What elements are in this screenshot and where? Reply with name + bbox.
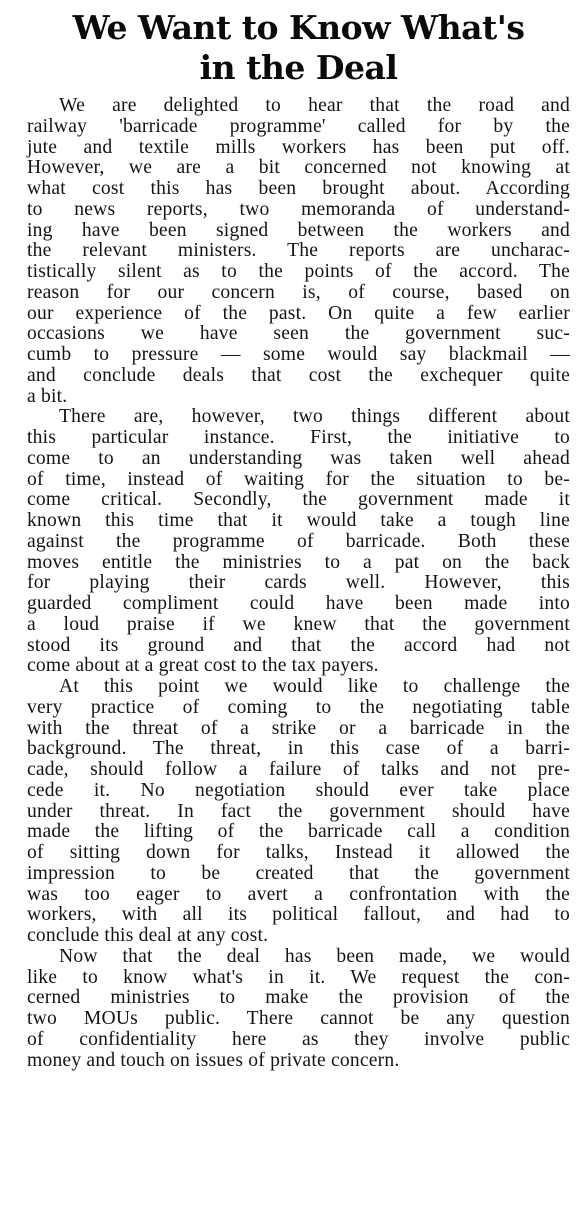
text-line: come about at a great cost to the tax payers. — [27, 655, 379, 677]
headline-line: We Want to Know What's — [72, 8, 525, 47]
text-line: against the programme of barricade. Both these — [27, 530, 570, 552]
text-line: impression to be created that the government — [27, 862, 570, 884]
text-line: was too eager to avert a confrontation with the — [27, 883, 570, 905]
text-line: workers, with all its political fallout, and had to — [27, 904, 570, 926]
text-line: cumb to pressure — some would say blackmail — — [27, 344, 570, 365]
text-line: railway 'barricade programme' called for by the — [27, 115, 570, 137]
text-line: Now that the deal has been made, we would — [59, 945, 570, 967]
text-line: cede it. No negotiation should ever take place — [27, 779, 570, 801]
text-line: There are, however, two things different about — [59, 406, 570, 428]
text-line: for playing their cards well. However, this — [27, 572, 570, 594]
text-line: money and touch on issues of private concern. — [27, 1049, 400, 1071]
text-line: of confidentiality here as they involve public — [27, 1028, 570, 1050]
text-line: We are delighted to hear that the road and — [59, 95, 570, 116]
text-line: what cost this has been brought about. According — [27, 178, 570, 199]
text-line: come to an understanding was taken well ahead — [27, 447, 570, 469]
text-line: this particular instance. First, the initiative to — [27, 427, 570, 448]
text-line: made the lifting of the barricade call a condition — [27, 821, 570, 843]
text-line: with the threat of a strike or a barricade in the — [27, 717, 570, 739]
text-line: reason for our concern is, of course, based on — [27, 281, 570, 303]
headline-line: in the Deal — [199, 48, 398, 87]
text-line: tistically silent as to the points of the accord. The — [27, 261, 570, 282]
text-line: to news reports, two memoranda of understand- — [27, 198, 570, 220]
paragraph — [27, 96, 570, 407]
text-line: background. The threat, in this case of a barri- — [27, 738, 570, 760]
text-line: cade, should follow a failure of talks and not pre- — [27, 759, 570, 780]
text-line: a bit. — [27, 385, 68, 407]
paragraph — [27, 677, 570, 947]
text-line: a loud praise if we knew that the government — [27, 613, 570, 635]
text-line: like to know what's in it. We request the con- — [27, 966, 570, 988]
text-line: At this point we would like to challenge the — [59, 676, 570, 697]
text-line: occasions we have seen the government suc- — [27, 323, 570, 345]
text-line: very practice of coming to the negotiating table — [27, 696, 570, 718]
text-line: stood its ground and that the accord had not — [27, 634, 570, 656]
text-line: However, we are a bit concerned not knowing at — [27, 157, 570, 179]
article-body — [27, 96, 570, 1071]
text-line: jute and textile mills workers has been put off. — [27, 136, 570, 158]
text-line: guarded compliment could have been made into — [27, 593, 570, 614]
text-line: under threat. In fact the government should have — [27, 800, 570, 822]
text-line: two MOUs public. There cannot be any question — [27, 1008, 570, 1029]
text-line: and conclude deals that cost the exchequer quite — [27, 364, 570, 386]
text-line: ing have been signed between the workers and — [27, 219, 570, 241]
paragraph — [27, 947, 570, 1072]
text-line: known this time that it would take a tough line — [27, 510, 570, 531]
text-line: our experience of the past. On quite a few earlier — [27, 302, 570, 324]
headline — [27, 8, 570, 88]
paragraph — [27, 407, 570, 677]
text-line: of sitting down for talks, Instead it allowed the — [27, 842, 570, 863]
text-line: moves entitle the ministries to a pat on the back — [27, 551, 570, 573]
text-line: cerned ministries to make the provision of the — [27, 987, 570, 1009]
text-line: the relevant ministers. The reports are uncharac- — [27, 240, 570, 262]
text-line: come critical. Secondly, the government made it — [27, 489, 570, 511]
text-line: conclude this deal at any cost. — [27, 925, 269, 946]
text-line: of time, instead of waiting for the situation to be- — [27, 468, 570, 490]
